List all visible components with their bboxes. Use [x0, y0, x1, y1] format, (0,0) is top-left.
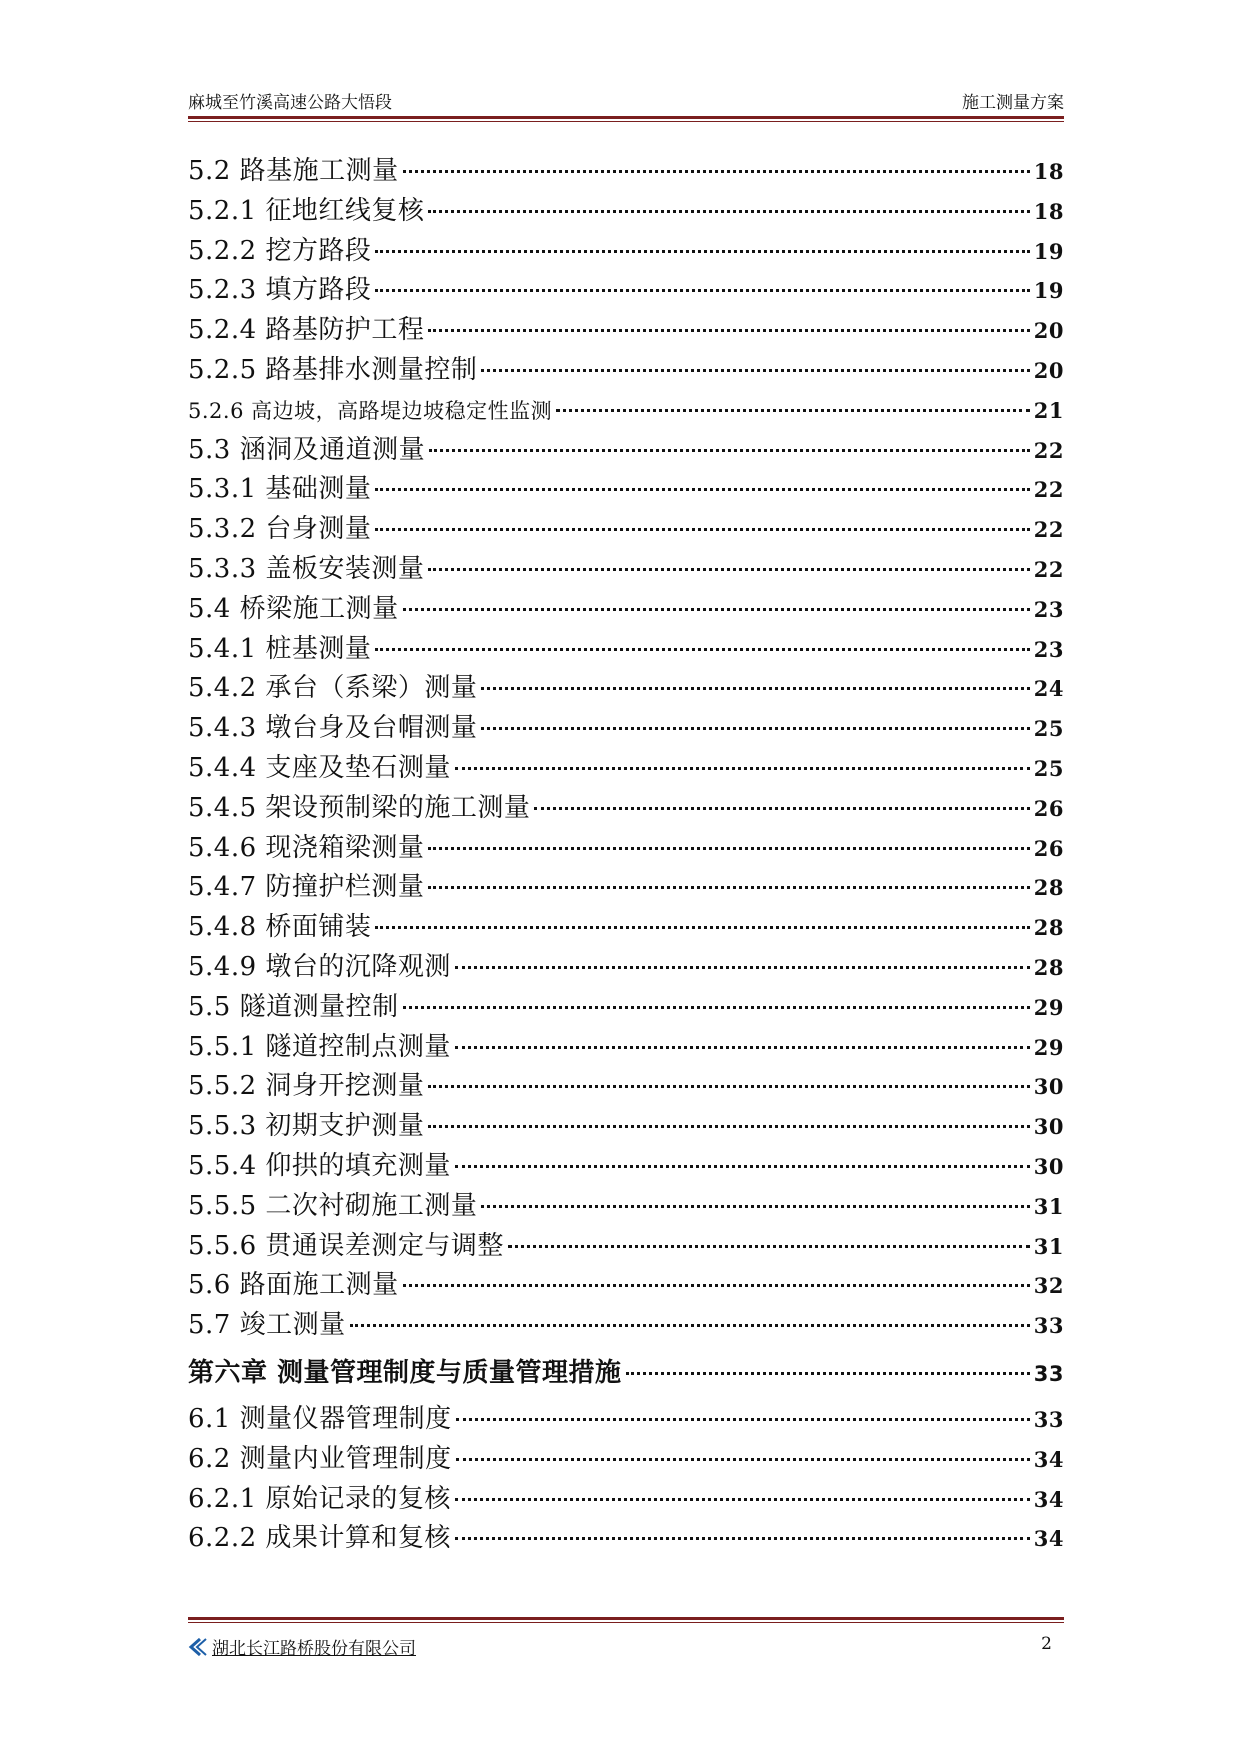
- toc-entry-page: 22: [1033, 517, 1064, 543]
- toc-entry[interactable]: [188, 868, 1064, 908]
- toc-leader-dots: [481, 1205, 1029, 1208]
- toc-leader-dots: [456, 1458, 1030, 1461]
- toc-entry-page: 33: [1033, 1313, 1064, 1339]
- toc-entry[interactable]: [188, 1067, 1064, 1107]
- toc-entry-page: 20: [1033, 318, 1064, 344]
- toc-entry-page: 22: [1033, 477, 1064, 503]
- toc-leader-dots: [375, 250, 1029, 253]
- toc-entry-label: 5.5.4 仰拱的填充测量: [188, 1150, 451, 1181]
- toc-entry[interactable]: [188, 829, 1064, 869]
- toc-leader-dots: [456, 1418, 1030, 1421]
- toc-entry[interactable]: [188, 391, 1064, 431]
- toc-entry-label: 5.4.9 墩台的沉降观测: [188, 951, 451, 982]
- toc-leader-dots: [429, 449, 1030, 452]
- toc-entry[interactable]: [188, 789, 1064, 829]
- toc-entry-label: 5.5.3 初期支护测量: [188, 1111, 425, 1142]
- toc-entry-page: 19: [1033, 278, 1064, 304]
- toc-entry[interactable]: [188, 1400, 1064, 1440]
- toc-chapter-label: 第六章 测量管理制度与质量管理措施: [188, 1357, 622, 1388]
- toc-leader-dots: [455, 767, 1030, 770]
- toc-entry-label: 5.2.1 征地红线复核: [188, 195, 425, 226]
- toc-leader-dots: [481, 727, 1029, 730]
- toc-leader-dots: [375, 926, 1029, 929]
- toc-entry-page: 28: [1033, 954, 1064, 980]
- toc-leader-dots: [428, 568, 1029, 571]
- header-project-title: 麻城至竹溪高速公路大悟段: [188, 93, 392, 113]
- toc-entry[interactable]: [188, 1227, 1064, 1267]
- toc-leader-dots: [428, 847, 1029, 850]
- toc-leader-dots: [403, 1006, 1030, 1009]
- toc-entry-page: 22: [1033, 437, 1064, 463]
- toc-entry-page: 30: [1033, 1114, 1064, 1140]
- toc-leader-dots: [403, 608, 1030, 611]
- toc-entry[interactable]: [188, 590, 1064, 630]
- toc-leader-dots: [556, 409, 1030, 412]
- toc-leader-dots: [455, 1498, 1030, 1501]
- toc-entry-label: 5.7 竣工测量: [188, 1310, 346, 1341]
- toc-leader-dots: [455, 966, 1030, 969]
- toc-entry-page: 25: [1033, 755, 1064, 781]
- toc-entry-page: 18: [1033, 198, 1064, 224]
- footer-rule-thick: [188, 1617, 1064, 1620]
- toc-entry[interactable]: [188, 749, 1064, 789]
- table-of-contents: [188, 152, 1064, 1559]
- toc-entry-page: 33: [1033, 1406, 1064, 1432]
- toc-leader-dots: [481, 369, 1029, 372]
- header-document-title: 施工测量方案: [962, 93, 1064, 113]
- toc-entry-label: 5.5.2 洞身开挖测量: [188, 1071, 425, 1102]
- toc-entry-label: 6.2 测量内业管理制度: [188, 1443, 452, 1474]
- footer-rule-thin: [188, 1622, 1064, 1623]
- toc-entry-label: 5.2.4 路基防护工程: [188, 315, 425, 346]
- toc-entry[interactable]: [188, 1480, 1064, 1520]
- company-logo-icon: [188, 1637, 210, 1657]
- toc-entry-page: 26: [1033, 835, 1064, 861]
- toc-entry-label: 5.4.7 防撞护栏测量: [188, 872, 425, 903]
- toc-entry-page: 32: [1033, 1273, 1064, 1299]
- toc-entry-label: 5.4.5 架设预制梁的施工测量: [188, 792, 531, 823]
- toc-entry[interactable]: [188, 630, 1064, 670]
- toc-entry-page: 23: [1033, 596, 1064, 622]
- toc-leader-dots: [375, 648, 1029, 651]
- toc-entry-label: 5.6 路面施工测量: [188, 1270, 399, 1301]
- toc-leader-dots: [403, 170, 1030, 173]
- toc-leader-dots: [626, 1372, 1030, 1375]
- toc-entry-page: 31: [1033, 1233, 1064, 1259]
- toc-entry-label: 5.4.3 墩台身及台帽测量: [188, 713, 478, 744]
- toc-entry-page: 19: [1033, 238, 1064, 264]
- toc-entry-page: 30: [1033, 1153, 1064, 1179]
- toc-entry-page: 29: [1033, 1034, 1064, 1060]
- toc-leader-dots: [375, 528, 1029, 531]
- toc-leader-dots: [455, 1046, 1030, 1049]
- toc-leader-dots: [428, 886, 1029, 889]
- toc-leader-dots: [428, 1125, 1029, 1128]
- footer-page-number: 2: [1041, 1634, 1052, 1654]
- toc-entry-label: 5.2.6 高边坡，高路堤边坡稳定性监测: [188, 398, 553, 423]
- toc-leader-dots: [428, 210, 1029, 213]
- toc-entry-page: 18: [1033, 159, 1064, 184]
- toc-entry-label: 5.3.1 基础测量: [188, 474, 372, 505]
- toc-leader-dots: [455, 1537, 1030, 1540]
- toc-entry-page: 34: [1033, 1446, 1064, 1472]
- toc-entry[interactable]: [188, 1187, 1064, 1227]
- footer-company: [188, 1634, 416, 1659]
- toc-entry-label: 5.4.8 桥面铺装: [188, 912, 372, 943]
- toc-entry-page: 21: [1033, 397, 1064, 423]
- toc-leader-dots: [428, 329, 1029, 332]
- toc-entry[interactable]: [188, 431, 1064, 471]
- toc-entry-label: 5.3.2 台身测量: [188, 514, 372, 545]
- toc-leader-dots: [375, 488, 1029, 491]
- footer-company-name: 湖北长江路桥股份有限公司: [212, 1639, 416, 1659]
- toc-entry-page: 25: [1033, 716, 1064, 742]
- toc-entry[interactable]: [188, 1147, 1064, 1187]
- toc-entry-page: 24: [1033, 676, 1064, 702]
- toc-entry-label: 5.5.6 贯通误差测定与调整: [188, 1230, 504, 1261]
- toc-leader-dots: [403, 1284, 1030, 1287]
- toc-entry-label: 5.2.3 填方路段: [188, 275, 372, 306]
- toc-entry[interactable]: [188, 988, 1064, 1028]
- toc-entry[interactable]: [188, 550, 1064, 590]
- toc-entry-label: 5.3.3 盖板安装测量: [188, 553, 425, 584]
- toc-entry[interactable]: [188, 1107, 1064, 1147]
- toc-entry[interactable]: [188, 1519, 1064, 1559]
- page-footer: [188, 1634, 1064, 1660]
- toc-entry[interactable]: [188, 948, 1064, 988]
- toc-entry[interactable]: [188, 470, 1064, 510]
- toc-entry-label: 5.4.4 支座及垫石测量: [188, 752, 451, 783]
- toc-entry[interactable]: [188, 908, 1064, 948]
- toc-entry-label: 5.4.6 现浇箱梁测量: [188, 832, 425, 863]
- toc-entry-label: 5.2 路基施工测量: [188, 156, 399, 186]
- toc-entry-page: 33: [1033, 1361, 1064, 1386]
- toc-chapter-entry[interactable]: [188, 1346, 1064, 1400]
- toc-leader-dots: [455, 1165, 1030, 1168]
- toc-entry-page: 31: [1033, 1193, 1064, 1219]
- toc-leader-dots: [375, 289, 1029, 292]
- toc-leader-dots: [350, 1324, 1030, 1327]
- toc-entry-label: 5.2.5 路基排水测量控制: [188, 354, 478, 385]
- toc-entry[interactable]: [188, 192, 1064, 232]
- toc-entry[interactable]: [188, 1266, 1064, 1306]
- toc-entry-page: 29: [1033, 994, 1064, 1020]
- toc-entry-label: 6.2.2 成果计算和复核: [188, 1523, 451, 1554]
- toc-entry-label: 5.4.2 承台（系梁）测量: [188, 673, 478, 704]
- toc-entry-page: 34: [1033, 1526, 1064, 1552]
- toc-leader-dots: [534, 807, 1029, 810]
- toc-entry-label: 5.3 涵洞及通道测量: [188, 434, 426, 465]
- toc-leader-dots: [428, 1085, 1029, 1088]
- toc-entry-page: 20: [1033, 357, 1064, 383]
- toc-entry[interactable]: [188, 311, 1064, 351]
- toc-entry[interactable]: [188, 709, 1064, 749]
- toc-entry[interactable]: [188, 232, 1064, 272]
- toc-entry-label: 5.4.1 桩基测量: [188, 633, 372, 664]
- toc-entry[interactable]: [188, 351, 1064, 391]
- toc-entry[interactable]: [188, 1306, 1064, 1346]
- toc-entry-page: 26: [1033, 795, 1064, 821]
- toc-entry-page: 28: [1033, 875, 1064, 901]
- toc-entry[interactable]: [188, 510, 1064, 550]
- toc-entry-label: 5.2.2 挖方路段: [188, 235, 372, 266]
- toc-entry[interactable]: [188, 669, 1064, 709]
- toc-leader-dots: [508, 1245, 1030, 1248]
- toc-entry-label: 5.5 隧道测量控制: [188, 991, 399, 1022]
- toc-entry-label: 6.2.1 原始记录的复核: [188, 1483, 451, 1514]
- toc-entry-label: 5.4 桥梁施工测量: [188, 593, 399, 624]
- toc-leader-dots: [481, 687, 1029, 690]
- toc-entry-page: 28: [1033, 915, 1064, 941]
- header-rule-thin: [188, 121, 1064, 122]
- toc-entry-page: 30: [1033, 1074, 1064, 1100]
- toc-entry[interactable]: [188, 271, 1064, 311]
- toc-entry[interactable]: [188, 152, 1064, 192]
- header-rule-thick: [188, 116, 1064, 119]
- toc-entry[interactable]: [188, 1440, 1064, 1480]
- toc-entry-page: 23: [1033, 636, 1064, 662]
- page-header: [188, 88, 1064, 112]
- toc-entry-page: 34: [1033, 1486, 1064, 1512]
- toc-entry-label: 5.5.5 二次衬砌施工测量: [188, 1190, 478, 1221]
- toc-entry-label: 5.5.1 隧道控制点测量: [188, 1031, 451, 1062]
- toc-entry-page: 22: [1033, 556, 1064, 582]
- toc-entry-label: 6.1 测量仪器管理制度: [188, 1403, 452, 1434]
- toc-entry[interactable]: [188, 1028, 1064, 1068]
